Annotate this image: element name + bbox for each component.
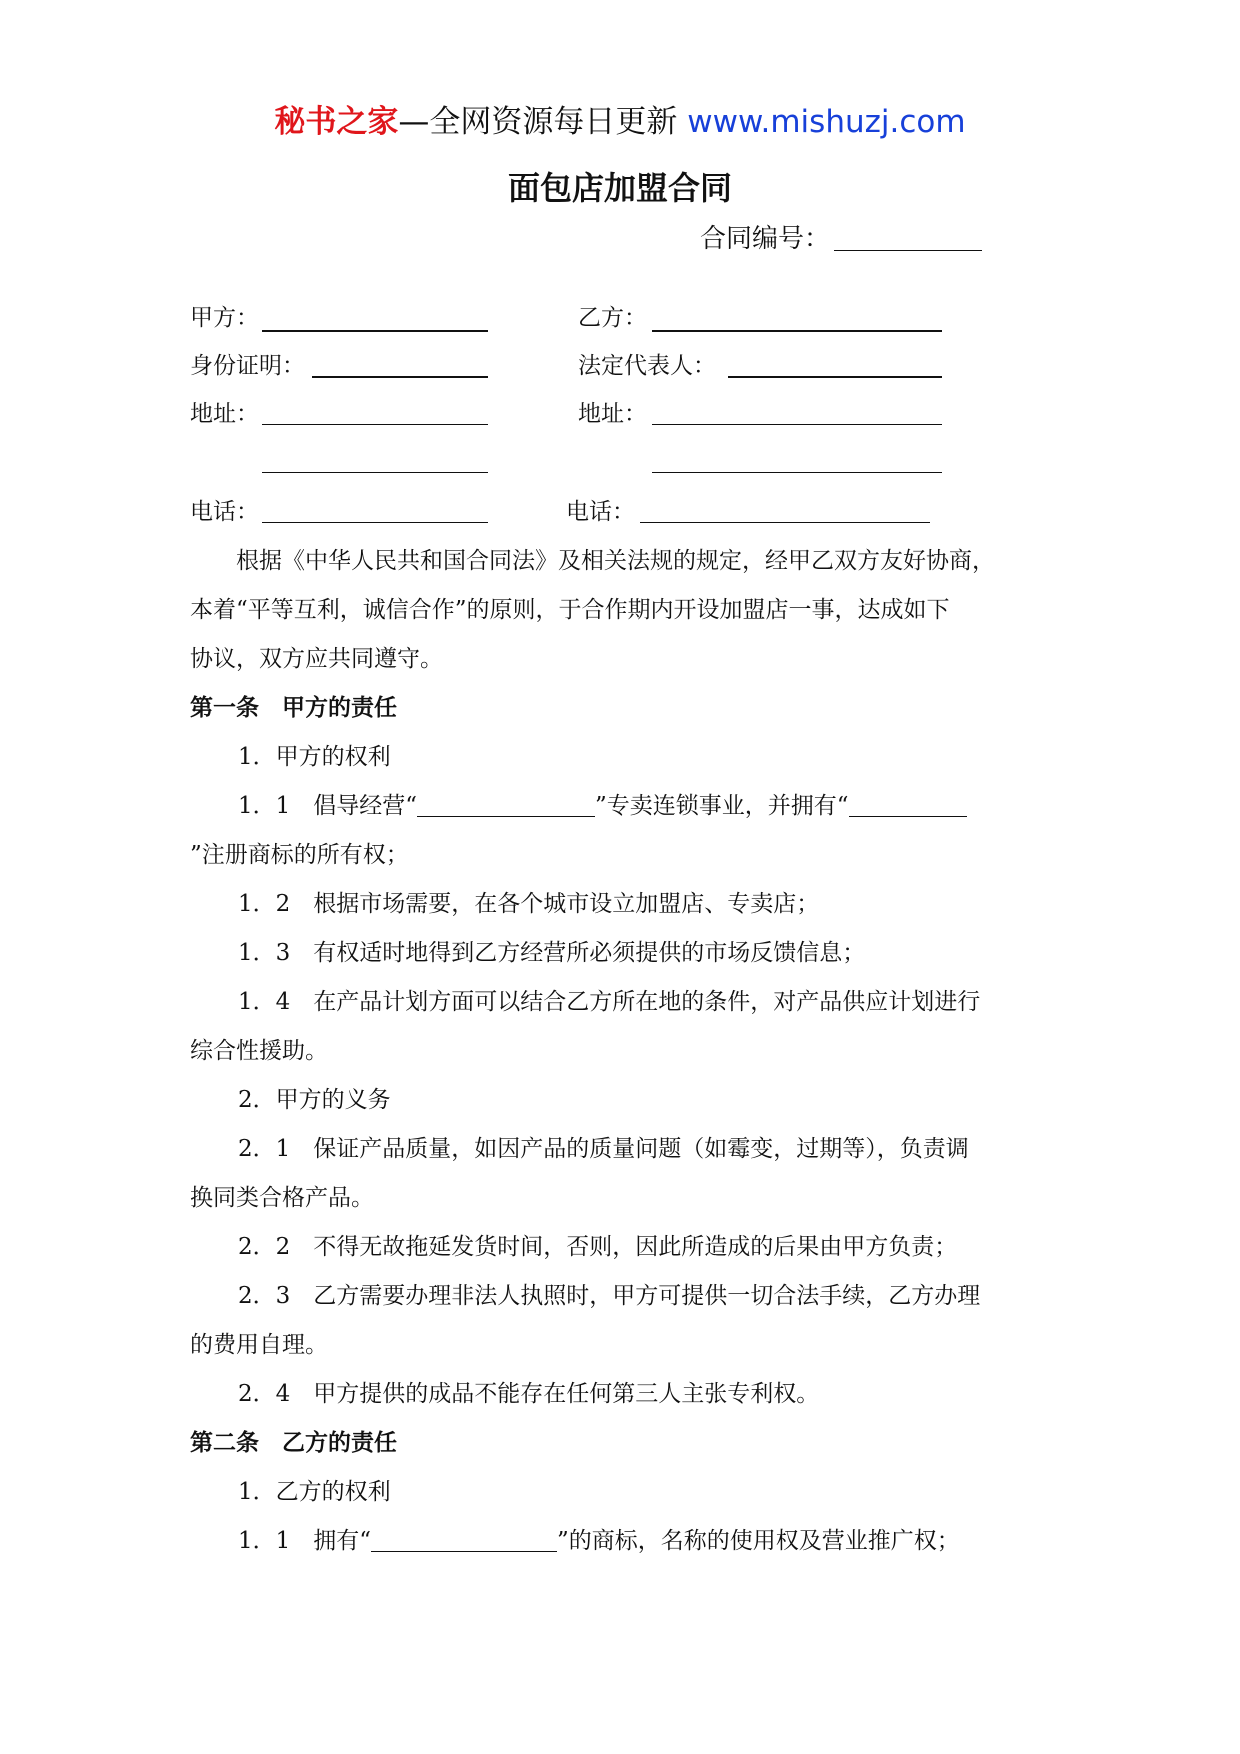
article-1-rights-heading: 1．甲方的权利 [238, 744, 391, 770]
fill-blank [417, 792, 595, 817]
clause-2-3-cont: 的费用自理。 [190, 1332, 328, 1358]
clause-text: ”专卖连锁事业，并拥有“ [595, 793, 849, 819]
banner-slogan: —全网资源每日更新 [398, 104, 678, 140]
contract-number-blank [834, 224, 982, 251]
site-banner [0, 100, 1240, 144]
address-a-blank-2 [262, 472, 488, 473]
fill-blank [371, 1527, 557, 1552]
id-label: 身份证明： [190, 353, 305, 379]
clause-1-2: 1．2 根据市场需要，在各个城市设立加盟店、专卖店； [238, 891, 820, 917]
clause-2-3: 2．3 乙方需要办理非法人执照时，甲方可提供一切合法手续，乙方办理 [238, 1283, 981, 1309]
clause-2-1: 2．1 保证产品质量，如因产品的质量问题（如霉变，过期等），负责调 [238, 1136, 969, 1162]
address-b-blank-2 [652, 472, 942, 473]
clause-2-1-cont: 换同类合格产品。 [190, 1185, 374, 1211]
clause-1-3: 1．3 有权适时地得到乙方经营所必须提供的市场反馈信息； [238, 940, 866, 966]
clause-2-4: 2．4 甲方提供的成品不能存在任何第三人主张专利权。 [238, 1381, 820, 1407]
party-a-blank [262, 330, 488, 332]
site-url-link[interactable]: www.mishuzj.com [687, 104, 966, 140]
legal-rep-blank [728, 376, 942, 378]
article-1-heading: 第一条 甲方的责任 [190, 695, 397, 721]
clause-2-2: 2．2 不得无故拖延发货时间，否则，因此所造成的后果由甲方负责； [238, 1234, 958, 1260]
clause-text: 1．1 拥有“ [238, 1528, 372, 1554]
address-b-label: 地址： [578, 401, 647, 427]
article-2-rights-heading: 1．乙方的权利 [238, 1479, 391, 1505]
preamble-line: 协议，双方应共同遵守。 [190, 646, 443, 672]
phone-a-blank [262, 522, 488, 523]
address-a-label: 地址： [190, 401, 259, 427]
contract-number [700, 222, 982, 256]
address-a-blank [262, 424, 488, 425]
party-a-label: 甲方： [190, 305, 259, 331]
clause-1-4: 1．4 在产品计划方面可以结合乙方所在地的条件，对产品供应计划进行 [238, 989, 981, 1015]
clause-1-1-cont: ”注册商标的所有权； [190, 842, 409, 868]
phone-b-blank [640, 522, 930, 523]
id-blank [312, 376, 488, 378]
phone-a-label: 电话： [190, 499, 259, 525]
clause-1-4-cont: 综合性援助。 [190, 1038, 328, 1064]
document-title: 面包店加盟合同 [507, 169, 732, 207]
brand-name: 秘书之家 [274, 104, 399, 140]
article-1-duties-heading: 2．甲方的义务 [238, 1087, 391, 1113]
party-b-blank [652, 330, 942, 332]
article-2-clause-1-1 [238, 1517, 1100, 1566]
clause-text: 1．1 倡导经营“ [238, 793, 418, 819]
address-b-blank [652, 424, 942, 425]
preamble-line: 本着“平等互利，诚信合作”的原则，于合作期内开设加盟店一事，达成如下 [190, 597, 950, 623]
party-b-label: 乙方： [578, 305, 647, 331]
article-2-heading: 第二条 乙方的责任 [190, 1430, 397, 1456]
clause-1-1 [238, 782, 1100, 831]
phone-b-label: 电话： [566, 499, 635, 525]
fill-blank [849, 792, 967, 817]
preamble-line: 根据《中华人民共和国合同法》及相关法规的规定，经甲乙双方友好协商， [190, 548, 995, 574]
contract-number-label: 合同编号： [700, 224, 831, 254]
legal-rep-label: 法定代表人： [578, 353, 716, 379]
clause-text: ”的商标，名称的使用权及营业推广权； [557, 1528, 960, 1554]
